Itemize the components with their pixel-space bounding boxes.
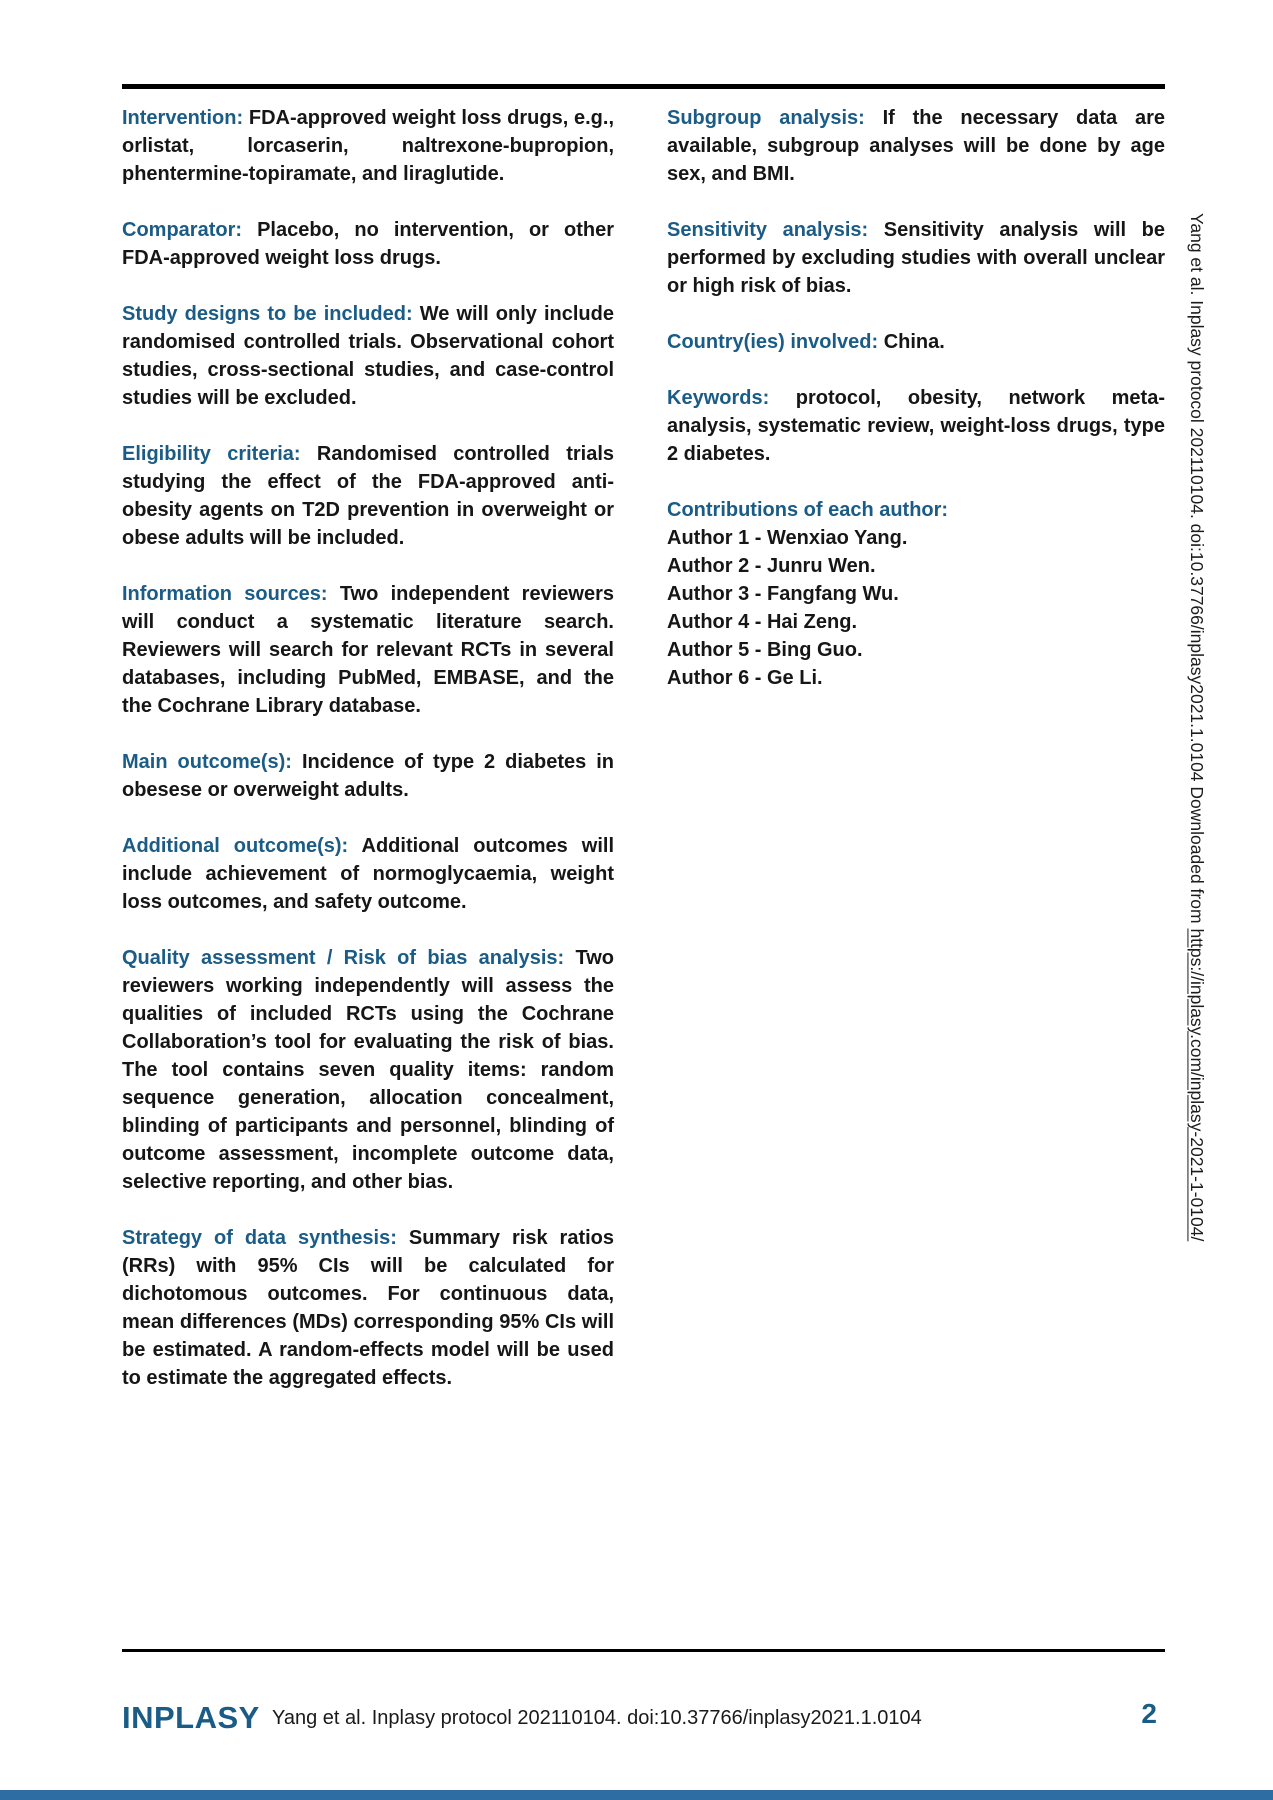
section-heading: Comparator: (122, 219, 243, 241)
footer-rule (122, 1649, 1165, 1652)
section-heading: Subgroup analysis: (667, 107, 865, 129)
section-eligibility-criteria (122, 440, 614, 552)
section-comparator (122, 216, 614, 272)
section-body: Incidence of type 2 diabetes in obesese or overweight adults. (122, 751, 615, 801)
author-line: Author 1 - Wenxiao Yang. (667, 527, 908, 549)
section-keywords (667, 384, 1165, 468)
section-heading: Study designs to be included: (122, 303, 413, 325)
section-intervention (122, 104, 614, 188)
section-body: Sensitivity analysis will be performed by excluding studies with overall unclear or high risk of bias. (667, 219, 1165, 297)
section-contributions (667, 496, 1165, 692)
section-heading: Contributions of each author: (667, 499, 949, 521)
section-body: Placebo, no intervention, or other FDA-approved weight loss drugs. (122, 219, 614, 269)
section-body: Summary risk ratios (RRs) with 95% CIs will be calculated for dichotomous outcomes. For continuous data, mean differences (MDs) corresponding 95% CIs will be estimated. A random-effects model will be used to estimate the aggregated effects. (122, 1227, 615, 1389)
section-heading: Information sources: (122, 583, 328, 605)
section-heading: Quality assessment / Risk of bias analysis: (122, 947, 565, 969)
top-rule (122, 84, 1165, 89)
section-body: If the necessary data are available, subgroup analyses will be done by age sex, and BMI. (667, 107, 1165, 185)
section-body: FDA-approved weight loss drugs, e.g., orlistat, lorcaserin, naltrexone-bupropion, phentermine-topiramate, and liraglutide. (122, 107, 615, 185)
right-column (667, 104, 1165, 1392)
section-body: Randomised controlled trials studying the effect of the FDA-approved anti-obesity agents on T2D prevention in overweight or obese adults will be included. (122, 443, 614, 549)
author-line: Author 5 - Bing Guo. (667, 639, 863, 661)
section-study-designs (122, 300, 614, 412)
section-heading: Strategy of data synthesis: (122, 1227, 397, 1249)
section-heading: Intervention: (122, 107, 244, 129)
left-column (122, 104, 614, 1392)
section-information-sources (122, 580, 614, 720)
author-line: Author 6 - Ge Li. (667, 667, 823, 689)
bottom-accent-bar (0, 1790, 1273, 1800)
author-line: Author 4 - Hai Zeng. (667, 611, 857, 633)
section-heading: Keywords: (667, 387, 770, 409)
footer-citation: Yang et al. Inplasy protocol 202110104. doi:10.37766/inplasy2021.1.0104 (272, 1707, 922, 1729)
inplasy-logo: INPLASY (122, 1700, 260, 1735)
section-body: We will only include randomised controlled trials. Observational cohort studies, cross-sectional studies, and case-control studies will be excluded. (122, 303, 614, 409)
section-body: Additional outcomes will include achievement of normoglycaemia, weight loss outcomes, and safety outcome. (122, 835, 614, 913)
sidebar-citation-text: Yang et al. Inplasy protocol 202110104. doi:10.37766/inplasy2021.1.0104 Downloaded from (1187, 213, 1207, 929)
section-body: protocol, obesity, network meta-analysis, systematic review, weight-loss drugs, type 2 diabetes. (667, 387, 1166, 465)
section-body: Two independent reviewers will conduct a systematic literature search. Reviewers will search for relevant RCTs in several databases, including PubMed, EMBASE, and the the Cochrane Library database. (122, 583, 614, 717)
sidebar-download-link[interactable]: https://inplasy.com/inplasy-2021-1-0104/ (1187, 928, 1207, 1242)
section-heading: Sensitivity analysis: (667, 219, 869, 241)
section-heading: Main outcome(s): (122, 751, 292, 773)
section-quality-assessment (122, 944, 614, 1196)
section-body: China. (883, 331, 945, 353)
two-column-content (122, 104, 1165, 1392)
section-countries-involved (667, 328, 1165, 356)
section-heading: Country(ies) involved: (667, 331, 879, 353)
page-number: 2 (1141, 1698, 1157, 1729)
section-additional-outcomes (122, 832, 614, 916)
section-sensitivity-analysis (667, 216, 1165, 300)
author-line: Author 3 - Fangfang Wu. (667, 583, 899, 605)
section-main-outcomes (122, 748, 614, 804)
sidebar-citation (1186, 213, 1208, 1613)
section-heading: Additional outcome(s): (122, 835, 349, 857)
author-line: Author 2 - Junru Wen. (667, 555, 876, 577)
section-subgroup-analysis (667, 104, 1165, 188)
section-strategy-data-synthesis (122, 1224, 614, 1392)
section-body: Two reviewers working independently will assess the qualities of included RCTs using the Cochrane Collaboration’s tool for evaluating the risk of bias. The tool contains seven quality items: random sequence generation, allocation concealment, blinding of participants and personnel, blinding of outcome assessment, incomplete outcome data, selective reporting, and other bias. (122, 947, 614, 1193)
section-heading: Eligibility criteria: (122, 443, 301, 465)
